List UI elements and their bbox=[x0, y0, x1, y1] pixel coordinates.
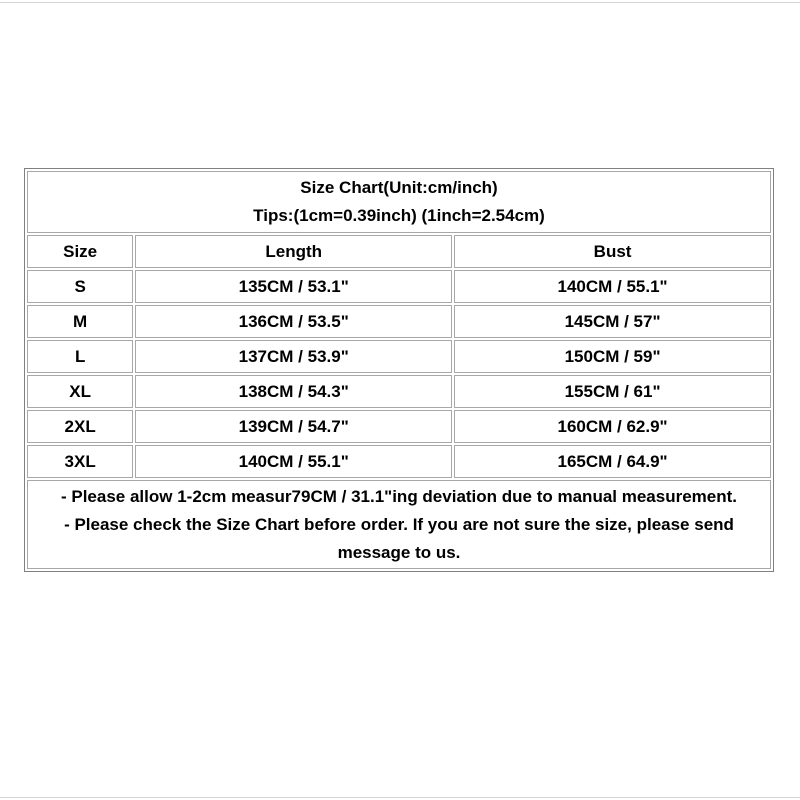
table-row bbox=[27, 445, 771, 478]
size-cell: M bbox=[27, 305, 133, 338]
table-footer-row bbox=[27, 480, 771, 569]
size-cell: L bbox=[27, 340, 133, 373]
size-cell: 3XL bbox=[27, 445, 133, 478]
chart-notes bbox=[27, 480, 771, 569]
bust-cell: 150CM / 59" bbox=[454, 340, 771, 373]
size-cell: XL bbox=[27, 375, 133, 408]
length-cell: 137CM / 53.9" bbox=[135, 340, 452, 373]
column-header-size: Size bbox=[27, 235, 133, 268]
size-cell: S bbox=[27, 270, 133, 303]
bottom-divider bbox=[0, 797, 800, 798]
bust-cell: 155CM / 61" bbox=[454, 375, 771, 408]
length-cell: 135CM / 53.1" bbox=[135, 270, 452, 303]
bust-cell: 160CM / 62.9" bbox=[454, 410, 771, 443]
column-header-bust: Bust bbox=[454, 235, 771, 268]
length-cell: 139CM / 54.7" bbox=[135, 410, 452, 443]
size-cell: 2XL bbox=[27, 410, 133, 443]
chart-title: Size Chart(Unit:cm/inch) bbox=[300, 178, 498, 197]
bust-cell: 140CM / 55.1" bbox=[454, 270, 771, 303]
top-divider bbox=[0, 2, 800, 3]
length-cell: 136CM / 53.5" bbox=[135, 305, 452, 338]
length-cell: 140CM / 55.1" bbox=[135, 445, 452, 478]
bust-cell: 165CM / 64.9" bbox=[454, 445, 771, 478]
conversion-tips: Tips:(1cm=0.39inch) (1inch=2.54cm) bbox=[253, 206, 545, 225]
table-row bbox=[27, 340, 771, 373]
table-row bbox=[27, 375, 771, 408]
size-chart-table bbox=[24, 168, 774, 572]
chart-heading bbox=[27, 171, 771, 233]
order-note: - Please check the Size Chart before order. If you are not sure the size, please send message to us. bbox=[64, 514, 734, 562]
table-row bbox=[27, 305, 771, 338]
bust-cell: 145CM / 57" bbox=[454, 305, 771, 338]
table-row bbox=[27, 270, 771, 303]
measurement-note: - Please allow 1-2cm measur79CM / 31.1"ing deviation due to manual measurement. bbox=[60, 486, 737, 506]
length-cell: 138CM / 54.3" bbox=[135, 375, 452, 408]
column-header-length: Length bbox=[135, 235, 452, 268]
table-row bbox=[27, 410, 771, 443]
table-header-row bbox=[27, 171, 771, 233]
column-header-row bbox=[27, 235, 771, 268]
